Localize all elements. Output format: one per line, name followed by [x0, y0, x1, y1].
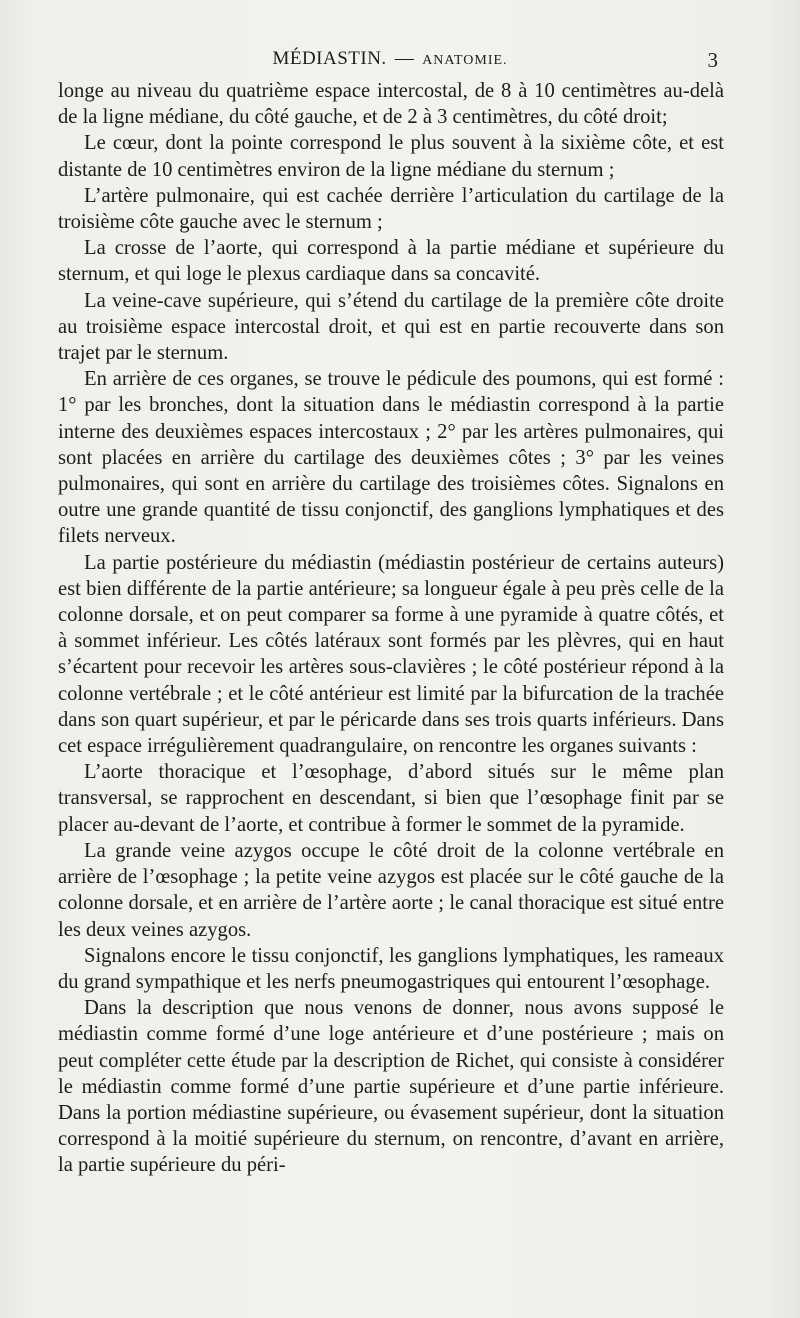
paragraph: L’artère pulmonaire, qui est cachée derrière l’articulation du cartilage de la troisième côte gauche avec le sternum ; [58, 184, 724, 234]
body-text [58, 78, 724, 1179]
title-dash: — [394, 48, 415, 69]
paragraph: La veine-cave supérieure, qui s’étend du cartilage de la première côte droite au troisième espace intercostal droit, et qui est en partie recouverte dans son trajet par le sternum. [58, 289, 724, 365]
paragraph: La grande veine azygos occupe le côté droit de la colonne vertébrale en arrière de l’œsophage ; la petite veine azygos est placée sur le côté gauche de la colonne dorsale, et en arrière de l’artère aorte ; le canal thoracique est situé entre les deux veines azygos. [58, 839, 724, 941]
running-title [60, 48, 720, 70]
page-number: 3 [707, 48, 718, 72]
paragraph-continuation: longe au niveau du quatrième espace intercostal, de 8 à 10 centimètres au-delà de la ligne médiane, du côté gauche, et de 2 à 3 centimètres, du côté droit; [58, 80, 724, 129]
paragraph: En arrière de ces organes, se trouve le pédicule des poumons, qui est formé : 1° par les bronches, dont la situation dans le médiastin correspond à la partie interne des deuxièmes espaces intercostaux ; 2° par les artères pulmonaires, qui sont placées en arrière du cartilage des deuxièmes côtes ; 3° par les veines pulmonaires, qui sont en arrière du cartilage des troisièmes côtes. Signalons en outre une grande quantité de tissu conjonctif, des ganglions lymphatiques et des filets nerveux. [58, 368, 724, 548]
paragraph: Dans la description que nous venons de donner, nous avons supposé le médiastin comme formé d’une loge antérieure et d’une postérieure ; mais on peut compléter cette étude par la description de Richet, qui consiste à considérer le médiastin comme formé d’une partie supérieure et d’une partie inférieure. Dans la portion médiastine supérieure, ou évasement supérieur, dont la situation correspond à la moitié supérieure du sternum, on rencontre, d’avant en arrière, la partie supérieure du péri- [58, 997, 724, 1177]
running-head [60, 48, 720, 76]
paragraph: La crosse de l’aorte, qui correspond à la partie médiane et supérieure du sternum, et qui loge le plexus cardiaque dans sa concavité. [58, 237, 724, 286]
paragraph: Signalons encore le tissu conjonctif, les ganglions lymphatiques, les rameaux du grand sympathique et les nerfs pneumogastriques qui entourent l’œsophage. [58, 944, 724, 993]
paragraph: La partie postérieure du médiastin (médiastin postérieur de certains auteurs) est bien différente de la partie antérieure; sa longueur égale à peu près celle de la colonne dorsale, et on peut comparer sa forme à une pyramide à quatre côtés, et à sommet inférieur. Les côtés latéraux sont formés par les plèvres, qui en haut s’écartent pour recevoir les artères sous-clavières ; le côté postérieur répond à la colonne vertébrale ; et le côté antérieur est limité par la bifurcation de la trachée dans son quart supérieur, et par le péricarde dans ses trois quarts inférieurs. Dans cet espace irrégulièrement quadrangulaire, on rencontre les organes suivants : [58, 551, 724, 758]
section-title: ANATOMIE. [422, 53, 508, 68]
chapter-title: MÉDIASTIN. [272, 48, 387, 69]
paragraph: L’aorte thoracique et l’œsophage, d’abord situés sur le même plan transversal, se rapprochent en descendant, si bien que l’œsophage finit par se placer au-devant de l’aorte, et contribue à former le sommet de la pyramide. [58, 761, 724, 836]
paragraph: Le cœur, dont la pointe correspond le plus souvent à la sixième côte, et est distante de 10 centimètres environ de la ligne médiane du sternum ; [58, 132, 724, 181]
